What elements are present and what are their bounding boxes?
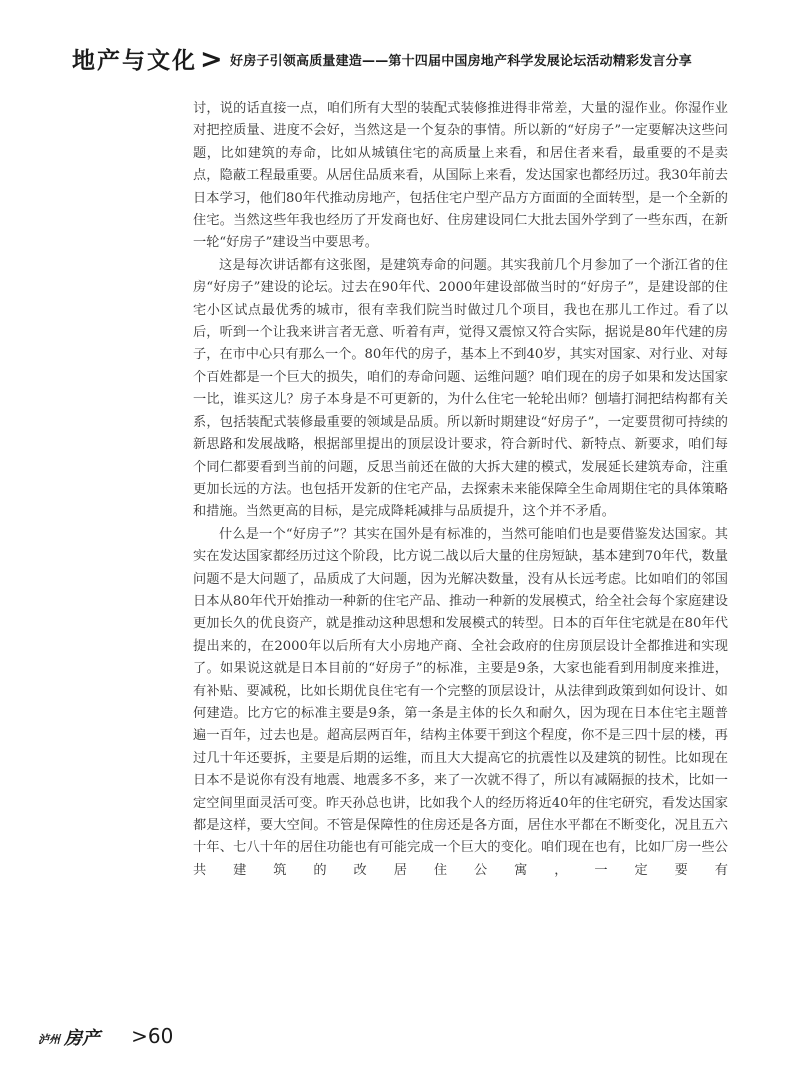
- page-header: [72, 44, 752, 80]
- paragraph-2: 这是每次讲话都有这张图，是建筑寿命的问题。其实我前几个月参加了一个浙江省的住房“好房子”建设的论坛。过去在90年代、2000年建设部做当时的“好房子”，是建设部的住宅小区试点最优秀的城市，很有幸我们院当时做过几个项目，我也在那儿工作过。看了以后，听到一个让我来讲言者无意、听着有声，觉得又震惊又符合实际，据说是80年代建的房子，在市中心只有那么一个。80年代的房子，基本上不到40岁，其实对国家、对行业、对每个百姓都是一个巨大的损失，咱们的寿命问题、运维问题？咱们现在的房子如果和发达国家一比，谁买这儿？房子本身是不可更新的，为什么住宅一轮轮出师？刨墙打洞把结构都有关系，包括装配式装修最重要的领域是品质。所以新时期建设“好房子”，一定要贯彻可持续的新思路和发展战略，根据部里提出的顶层设计要求，符合新时代、新特点、新要求，咱们每个同仁都要看到当前的问题，反思当前还在做的大拆大建的模式，发展延长建筑寿命，注重更加长远的方法。也包括开发新的住宅产品，去探索未来能保障全生命周期住宅的具体策略和措施。当然更高的目标，是完成降耗减排与品质提升，这个并不矛盾。: [193, 257, 728, 520]
- magazine-logo: [38, 1024, 138, 1048]
- svg-text:房产: 房产: [64, 1028, 100, 1048]
- article-body: [193, 98, 728, 882]
- svg-text:泸州: 泸州: [38, 1033, 60, 1046]
- article-subtitle: 好房子引领高质量建造——第十四届中国房地产科学发展论坛活动精彩发言分享: [230, 54, 693, 69]
- paragraph-3: 什么是一个“好房子”？其实在国外是有标准的，当然可能咱们也是要借鉴发达国家。其实在发达国家都经历过这个阶段，比方说二战以后大量的住房短缺，基本建到70年代，数量问题不是大问题了，品质成了大问题，因为光解决数量，没有从长远考虑。比如咱们的邻国日本从80年代开始推动一种新的住宅产品、推动一种新的发展模式，给全社会每个家庭建设更加长久的优良资产，就是推动这种思想和发展模式的转型。日本的百年住宅就是在80年代提出来的，在2000年以后所有大小房地产商、全社会政府的住房顶层设计全都推进和实现了。如果说这就是日本目前的“好房子”的标准，主要是9条，大家也能看到用制度来推进，有补贴、要减税，比如长期优良住宅有一个完整的顶层设计，从法律到政策到如何设计、如何建造。比方它的标准主要是9条，第一条是主体的长久和耐久，因为现在日本住宅主题普遍一百年，过去也是。超高层两百年，结构主体要干到这个程度，你不是三四十层的楼，再过几十年还要拆，主要是后期的运维，而且大大提高它的抗震性以及建筑的韧性。比如现在日本不是说你有没有地震、地震多不多，来了一次就不得了，所以有减隔振的技术，比如一定空间里面灵活可变。昨天孙总也讲，比如我个人的经历将近40年的住宅研究，看发达国家都是这样，要大空间。不管是保障性的住房还是各方面，居住水平都在不断变化，况且五六十年、七八十年的居住功能也有可能完成一个巨大的变化。咱们现在也有，比如厂房一些公共建筑的改居住公寓，一定要有: [193, 526, 728, 878]
- page-footer: [38, 1024, 173, 1054]
- paragraph-1: 讨，说的话直接一点，咱们所有大型的装配式装修推进得非常差，大量的湿作业。你湿作业对把控质量、进度不会好，当然这是一个复杂的事情。所以新的“好房子”一定要解决这些问题，比如建筑的寿命，比如从城镇住宅的高质量上来看，和居住者来看，最重要的不是卖点，隐蔽工程最重要。从居住品质来看，从国际上来看，发达国家也都经历过。我30年前去日本学习，他们80年代推动房地产，包括住宅户型产品方方面面的全面转型，是一个全新的住宅。当然这些年我也经历了开发商也好、住房建设同仁大批去国外学到了一些东西，在新一轮“好房子”建设当中要思考。: [193, 101, 728, 251]
- page-number: >60: [131, 1024, 174, 1048]
- chevron-right-icon: >: [200, 44, 223, 75]
- section-title: 地产与文化: [72, 48, 197, 74]
